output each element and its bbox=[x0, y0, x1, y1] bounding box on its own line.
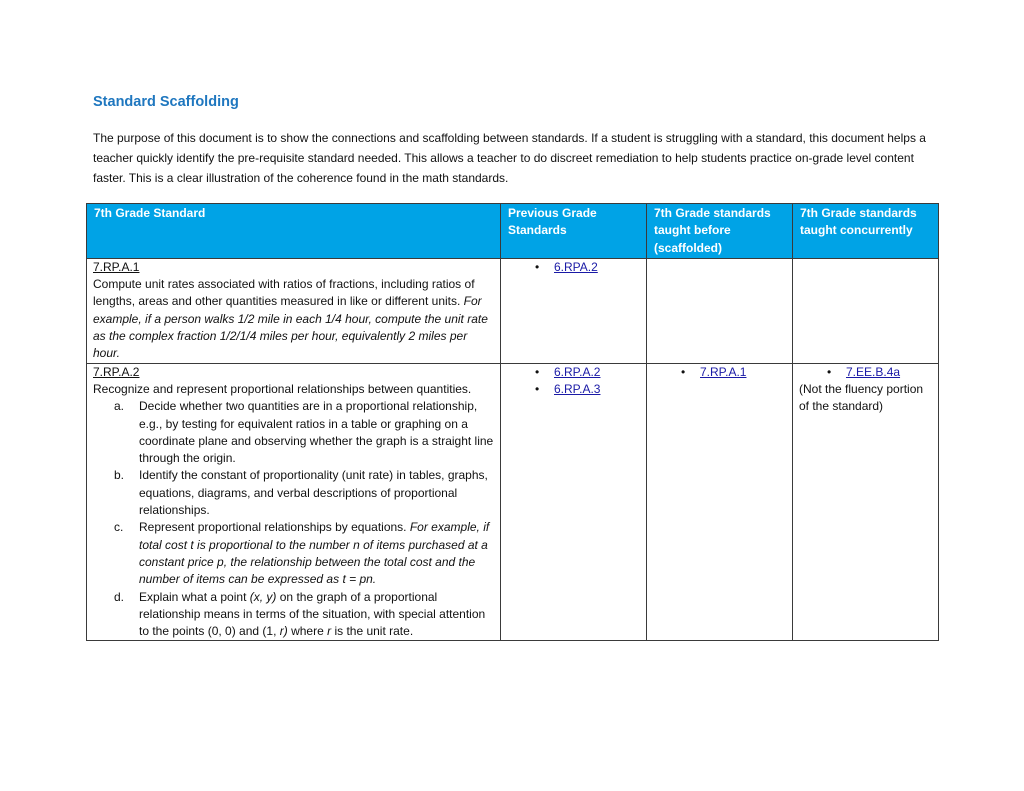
standard-link[interactable]: 6.RPA.2 bbox=[554, 259, 598, 274]
previous-cell bbox=[501, 258, 647, 363]
list-item bbox=[507, 381, 640, 398]
header-standard: 7th Grade Standard bbox=[87, 204, 501, 259]
sub-item-a: a. Decide whether two quantities are in a proportional relationship, e.g., by testing for equivalent ratios in a table or graphing on a coordinate plane and observing whether the graph is a straight line through the origin. bbox=[114, 399, 494, 466]
standard-link[interactable]: 6.RP.A.2 bbox=[554, 364, 601, 379]
list-item bbox=[507, 259, 640, 276]
table-header-row bbox=[87, 204, 939, 259]
standard-link[interactable]: 7.EE.B.4a bbox=[846, 364, 901, 379]
header-previous: Previous Grade Standards bbox=[501, 204, 647, 259]
standard-code: 7.RP.A.2 bbox=[93, 364, 140, 379]
previous-cell bbox=[501, 363, 647, 641]
list-item bbox=[653, 364, 786, 381]
concurrent-cell bbox=[793, 363, 939, 641]
standards-table bbox=[86, 203, 939, 641]
concurrent-cell bbox=[793, 258, 939, 363]
header-concurrent: 7th Grade standards taught concurrently bbox=[793, 204, 939, 259]
list-item bbox=[507, 364, 640, 381]
header-before: 7th Grade standards taught before (scaffolded) bbox=[647, 204, 793, 259]
concurrent-note: (Not the fluency portion of the standard) bbox=[799, 381, 924, 414]
standard-description: Recognize and represent proportional relationships between quantities. bbox=[93, 381, 472, 396]
intro-paragraph: The purpose of this document is to show the connections and scaffolding between standards. If a student is struggling with a standard, this document helps a teacher quickly identify the pre-requisite standard needed. This allows a teacher to do discreet remediation to help students practice on-grade level content faster. This is a clear illustration of the coherence found in the math standards. bbox=[93, 131, 926, 185]
list-item bbox=[799, 364, 932, 381]
table-row bbox=[87, 363, 939, 641]
table-row bbox=[87, 258, 939, 363]
page-title: Standard Scaffolding bbox=[93, 94, 239, 110]
sub-item-d: d. Explain what a point (x, y) on the graph of a proportional relationship means in terms of the situation, with special attention to the points (0, 0) and (1, r) where r is the unit rate. bbox=[114, 589, 486, 639]
standard-link[interactable]: 7.RP.A.1 bbox=[700, 364, 747, 379]
sub-item-c: c. Represent proportional relationships by equations. For example, if total cost t is proportional to the number n of items purchased at a constant price p, the relationship between the total cost and the number of items can be expressed as t = pn. bbox=[114, 520, 490, 587]
before-cell bbox=[647, 363, 793, 641]
standard-cell bbox=[87, 363, 501, 641]
standard-example: For example, if a person walks 1/2 mile in each 1/4 hour, compute the unit rate as the complex fraction 1/2/1/4 miles per hour, equivalently 2 miles per hour. bbox=[93, 294, 488, 361]
sub-item-b: b. Identify the constant of proportionality (unit rate) in tables, graphs, equations, diagrams, and verbal descriptions of proportional relationships. bbox=[114, 468, 488, 518]
before-cell bbox=[647, 258, 793, 363]
standard-code: 7.RP.A.1 bbox=[93, 259, 140, 274]
standard-link[interactable]: 6.RP.A.3 bbox=[554, 381, 601, 396]
standard-cell bbox=[87, 258, 501, 363]
standard-description: Compute unit rates associated with ratios of fractions, including ratios of lengths, areas and other quantities measured in like or different units. For example, if a person walks 1/2 mile in each 1/4 hour, compute the unit rate as the complex fraction 1/2/1/4 miles per hour, equivalently 2 miles per hour. bbox=[93, 277, 488, 361]
